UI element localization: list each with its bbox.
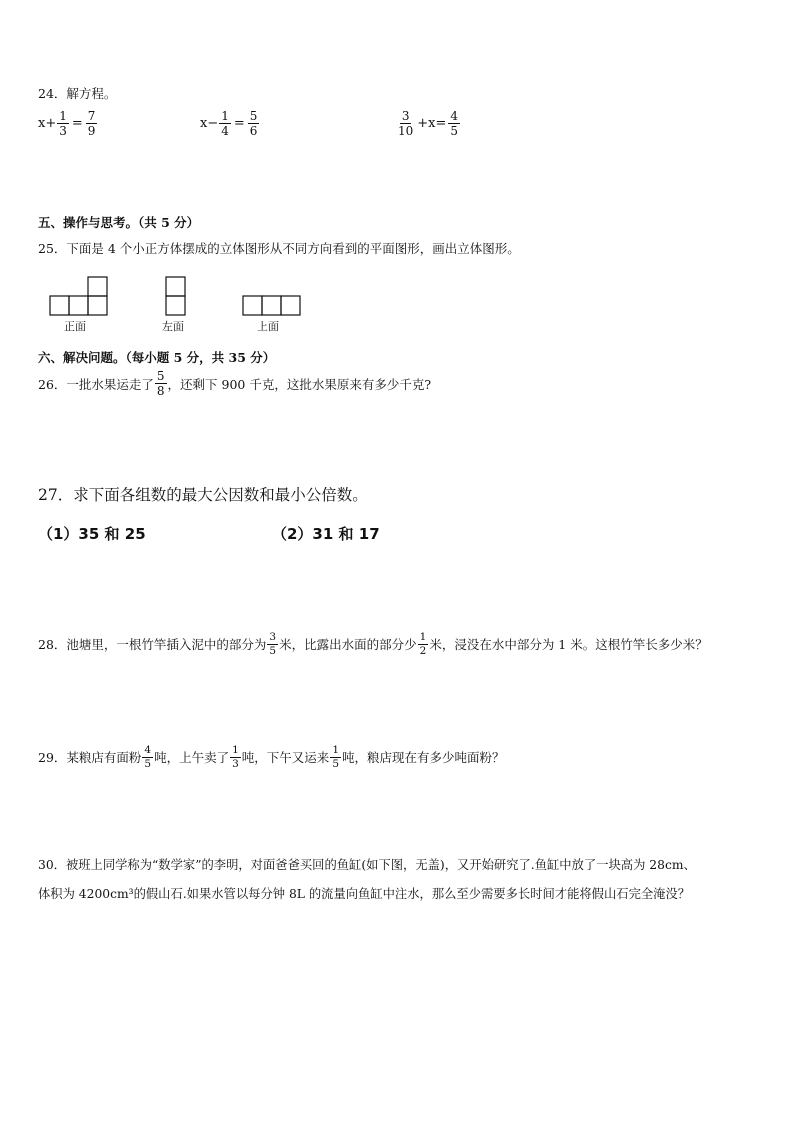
q29-middle-1: 吨，上午卖了 — [154, 750, 230, 765]
numerator: 3 — [401, 109, 410, 123]
numerator: 1 — [221, 109, 229, 123]
q28-prefix: 28．池塘里，一根竹竿插入泥中的部分为 — [38, 637, 267, 652]
q29-fraction-3 — [330, 745, 341, 769]
eq1-equals: = — [71, 116, 83, 131]
eq3-middle: +x= — [417, 116, 447, 131]
eq2-fraction-left — [219, 110, 231, 137]
q29-suffix: 吨，粮店现在有多少吨面粉？ — [342, 750, 505, 765]
eq1-prefix: x+ — [38, 116, 57, 131]
eq1-fraction-right — [86, 110, 98, 137]
q28-fraction-1 — [267, 632, 278, 656]
denominator: 5 — [332, 757, 339, 770]
q26-suffix: ，还剩下 900 千克，这批水果原来有多少千克? — [167, 376, 432, 392]
numerator: 4 — [450, 109, 459, 123]
q28-fraction-2 — [418, 632, 429, 656]
q26-prefix: 26．一批水果运走了 — [38, 376, 154, 392]
eq1-fraction-left — [57, 110, 69, 137]
front-view-diagram — [50, 277, 107, 315]
eq2-equals: = — [233, 116, 245, 131]
q24-equation-3 — [395, 110, 461, 137]
numerator: 3 — [269, 631, 277, 643]
q24-title: 24．解方程。 — [38, 86, 117, 101]
numerator: 1 — [332, 744, 339, 756]
q28-suffix: 米，浸没在水中部分为 1 米。这根竹竿长多少米？ — [429, 637, 708, 652]
q24-equation-2 — [200, 110, 260, 137]
denominator: 5 — [269, 644, 277, 657]
q26-text — [38, 370, 431, 397]
denominator: 3 — [232, 757, 239, 770]
q27-part-1: （1）35 和 25 — [38, 525, 146, 543]
eq2-prefix: x− — [200, 116, 219, 131]
numerator: 1 — [59, 109, 67, 123]
q29-fraction-1 — [142, 745, 153, 769]
q29-fraction-2 — [230, 745, 241, 769]
eq3-fraction-right — [448, 110, 460, 137]
q28-middle: 米，比露出水面的部分少 — [279, 637, 417, 652]
q29-text — [38, 745, 505, 769]
denominator: 9 — [87, 124, 96, 138]
eq3-fraction-left — [396, 110, 415, 137]
q29-middle-2: 吨，下午又运来 — [241, 750, 330, 765]
section-6-heading: 六、解决问题。（每小题 5 分，共 35 分） — [38, 350, 276, 365]
denominator: 8 — [156, 384, 165, 398]
numerator: 5 — [249, 109, 258, 123]
q28-text — [38, 632, 708, 656]
q29-prefix: 29．某粮店有面粉 — [38, 750, 142, 765]
eq2-fraction-right — [248, 110, 260, 137]
q27-title: 27．求下面各组数的最大公因数和最小公倍数。 — [38, 486, 368, 504]
q26-fraction — [155, 370, 167, 397]
top-view-diagram — [243, 296, 300, 315]
front-view-caption: 正面 — [64, 320, 86, 333]
denominator: 6 — [249, 124, 258, 138]
numerator: 7 — [87, 109, 96, 123]
top-view-caption: 上面 — [257, 320, 279, 333]
denominator: 5 — [450, 124, 459, 138]
q25-view-diagrams — [0, 272, 320, 317]
numerator: 1 — [419, 631, 427, 643]
left-view-caption: 左面 — [162, 320, 184, 333]
q25-text: 25．下面是 4 个小正方体摆成的立体图形从不同方向看到的平面图形，画出立体图形。 — [38, 241, 520, 256]
q24-equation-1 — [38, 110, 98, 137]
numerator: 1 — [232, 744, 239, 756]
denominator: 5 — [144, 757, 152, 770]
section-5-heading: 五、操作与思考。（共 5 分） — [38, 215, 200, 230]
numerator: 5 — [156, 369, 165, 383]
denominator: 10 — [398, 124, 414, 138]
denominator: 4 — [221, 124, 229, 138]
left-view-diagram — [166, 277, 185, 315]
numerator: 4 — [144, 744, 152, 756]
denominator: 3 — [59, 124, 67, 138]
denominator: 2 — [419, 644, 427, 657]
q30-line-2: 体积为 4200cm³的假山石.如果水管以每分钟 8L 的流量向鱼缸中注水，那么至少需要多长时间才能将假山石完全淹没？ — [38, 887, 691, 901]
q30-line-1: 30．被班上同学称为“数学家”的李明，对面爸爸买回的鱼缸(如下图，无盖)，又开始研究了.鱼缸中放了一块高为 28cm、 — [38, 858, 696, 872]
q27-part-2: （2）31 和 17 — [272, 525, 380, 543]
